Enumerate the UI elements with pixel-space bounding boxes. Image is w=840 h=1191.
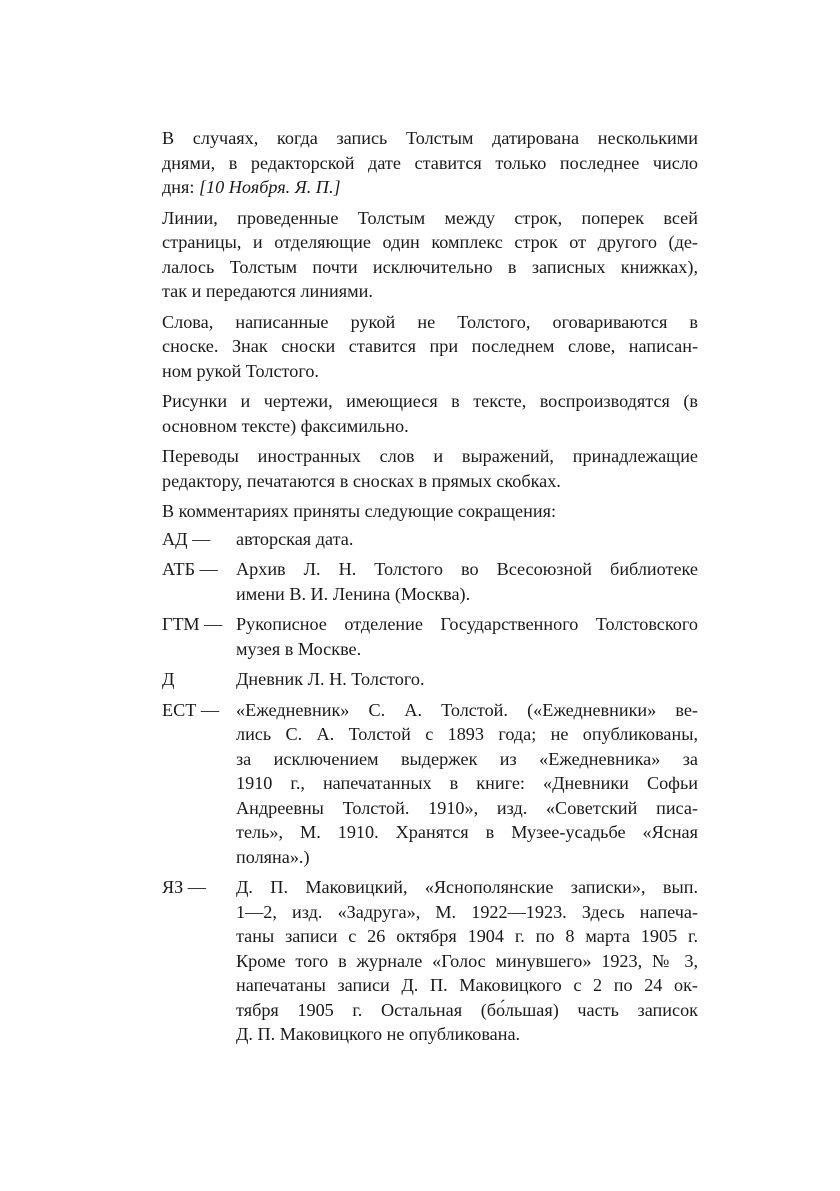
abbreviation-entry bbox=[162, 612, 698, 661]
text-line: поляна».) bbox=[236, 846, 310, 867]
text-line: таны записи с 26 октября 1904 г. по 8 марта 1905 г. bbox=[236, 926, 698, 946]
text-line: Д. П. Маковицкого не опубликована. bbox=[236, 1024, 521, 1044]
abbreviation-entry bbox=[162, 557, 698, 606]
text-line: Андреевны Толстой. 1910», изд. «Советский писа- bbox=[236, 797, 698, 818]
text-line: 1—2, изд. «Задруга», М. 1922—1923. Здесь напеча- bbox=[236, 901, 698, 922]
abbreviation-entry bbox=[162, 527, 698, 552]
text-line: Архив Л. Н. Толстого во Всесоюзной библиотеке bbox=[236, 559, 698, 579]
text-line: за исключением выдержек из «Ежедневника» за bbox=[236, 748, 698, 769]
paragraph bbox=[162, 126, 698, 200]
text-line: В случаях, когда запись Толстым датирована несколькими bbox=[162, 128, 698, 148]
abbreviation-value bbox=[236, 612, 698, 661]
text-line bbox=[162, 175, 698, 200]
text-line: Рукописное отделение Государственного Толстовского bbox=[236, 614, 698, 634]
editorial-date: [10 Ноября. Я. П.] bbox=[198, 177, 341, 197]
paragraph bbox=[162, 310, 698, 384]
text-line: Кроме того в журнале «Голос минувшего» 1923, № 3, bbox=[236, 950, 698, 971]
text-line: Переводы иностранных слов и выражений, принадлежащие bbox=[162, 446, 698, 466]
paragraph bbox=[162, 444, 698, 493]
text-line: ном рукой Толстого. bbox=[162, 360, 319, 381]
text-line: музея в Москве. bbox=[236, 638, 362, 659]
text-line: Дневник Л. Н. Толстого. bbox=[236, 669, 425, 689]
text-line: «Ежедневник» С. А. Толстой. («Ежедневники» ве- bbox=[236, 699, 698, 720]
abbreviation-key: АД — bbox=[162, 528, 211, 549]
abbreviation-key: ЕСТ — bbox=[162, 699, 220, 720]
text-line: лись С. А. Толстой с 1893 года; не опубликованы, bbox=[236, 724, 698, 744]
text-line: сноске. Знак сноски ставится при последнем слове, написан- bbox=[162, 336, 698, 356]
text-line: Рисунки и чертежи, имеющиеся в тексте, воспроизводятся (в bbox=[162, 391, 698, 411]
text-line: Слова, написанные рукой не Толстого, оговариваются в bbox=[162, 311, 698, 332]
abbreviations-intro: В комментариях приняты следующие сокращения: bbox=[162, 501, 557, 521]
text-line: Линии, проведенные Толстым между строк, поперек всей bbox=[162, 207, 698, 228]
text-line: тель», М. 1910. Хранятся в Музее-усадьбе «Ясная bbox=[236, 822, 698, 842]
text-line: Д. П. Маковицкий, «Яснополянские записки», вып. bbox=[236, 877, 698, 897]
abbreviation-key: АТБ — bbox=[162, 559, 218, 579]
text-line: тября 1905 г. Остальная (бо́льшая) часть записок bbox=[236, 999, 698, 1020]
abbreviation-key: Д bbox=[162, 669, 175, 689]
text-line: страницы, и отделяющие один комплекс строк от другого (де- bbox=[162, 232, 698, 252]
text-fragment: дня: bbox=[162, 177, 199, 197]
text-line: напечатаны записи Д. П. Маковицкого с 2 по 24 ок- bbox=[236, 975, 698, 995]
text-line: редактору, печатаются в сносках в прямых скобках. bbox=[162, 470, 561, 491]
text-line: так и передаются линиями. bbox=[162, 281, 373, 301]
abbreviation-key: ГТМ — bbox=[162, 614, 223, 634]
abbreviation-value bbox=[236, 875, 698, 1047]
text-line: днями, в редакторской дате ставится только последнее число bbox=[162, 152, 698, 173]
text-line: имени В. И. Ленина (Москва). bbox=[236, 583, 471, 604]
abbreviation-value bbox=[236, 527, 698, 552]
abbreviation-entry bbox=[162, 698, 698, 870]
text-line: 1910 г., напечатанных в книге: «Дневники Софьи bbox=[236, 773, 698, 793]
text-line: основном тексте) факсимильно. bbox=[162, 415, 409, 436]
text-line: авторская дата. bbox=[236, 528, 354, 549]
abbreviation-value bbox=[236, 557, 698, 606]
text-line: лалось Толстым почти исключительно в записных книжках), bbox=[162, 256, 698, 277]
page-body bbox=[162, 126, 698, 1053]
paragraph bbox=[162, 389, 698, 438]
paragraph bbox=[162, 206, 698, 304]
abbreviation-value bbox=[236, 667, 698, 692]
abbreviation-key: ЯЗ — bbox=[162, 877, 206, 897]
abbreviation-entry bbox=[162, 875, 698, 1047]
abbreviation-value bbox=[236, 698, 698, 870]
abbreviation-entry bbox=[162, 667, 698, 692]
